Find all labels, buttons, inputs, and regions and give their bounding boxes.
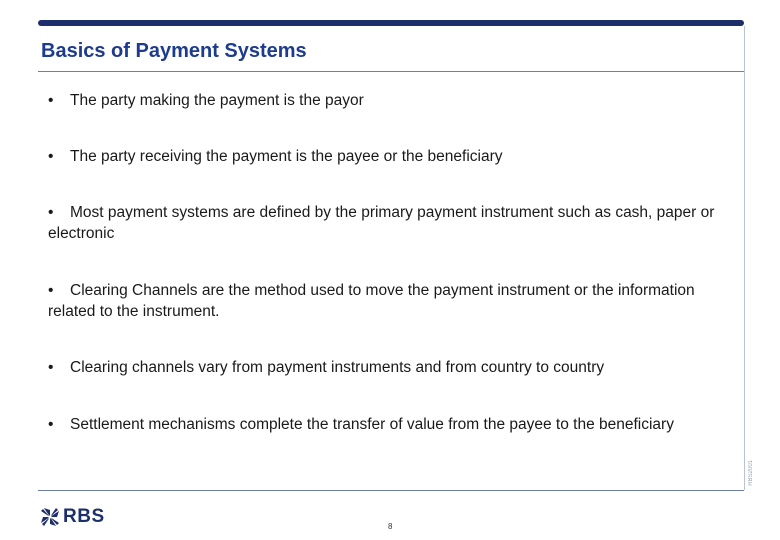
bullet-item (48, 202, 728, 244)
bullet-marker: • (48, 204, 54, 221)
bullet-text: The party making the payment is the payor (70, 92, 364, 109)
page-number: 8 (388, 522, 393, 531)
bullet-item (48, 90, 728, 111)
bullet-item (48, 280, 728, 322)
bullet-marker: • (48, 359, 54, 376)
document-code: RBS2001 (748, 460, 754, 486)
bullet-marker: • (48, 92, 54, 109)
header-bar (38, 20, 744, 26)
bullet-text: Most payment systems are defined by the primary payment instrument such as cash, paper or electronic (48, 204, 715, 242)
title-divider (38, 71, 744, 72)
bullet-text: Clearing Channels are the method used to move the payment instrument or the information related to the instrument. (48, 282, 695, 320)
bullet-marker: • (48, 148, 54, 165)
footer-divider (38, 490, 744, 491)
bullet-text: The party receiving the payment is the payee or the beneficiary (70, 148, 503, 165)
bullet-item (48, 146, 728, 167)
bullet-text: Settlement mechanisms complete the transfer of value from the payee to the beneficiary (70, 416, 674, 433)
rbs-logo (40, 506, 105, 528)
logo-wordmark: RBS (63, 506, 105, 527)
slide-title: Basics of Payment Systems (41, 40, 307, 62)
rbs-daisy-wheel-icon (40, 507, 60, 527)
bullet-text: Clearing channels vary from payment instruments and from country to country (70, 359, 605, 376)
bullet-item (48, 414, 728, 435)
bullet-item (48, 357, 728, 378)
bullet-marker: • (48, 282, 54, 299)
bullet-marker: • (48, 416, 54, 433)
right-margin-rule (744, 26, 745, 490)
